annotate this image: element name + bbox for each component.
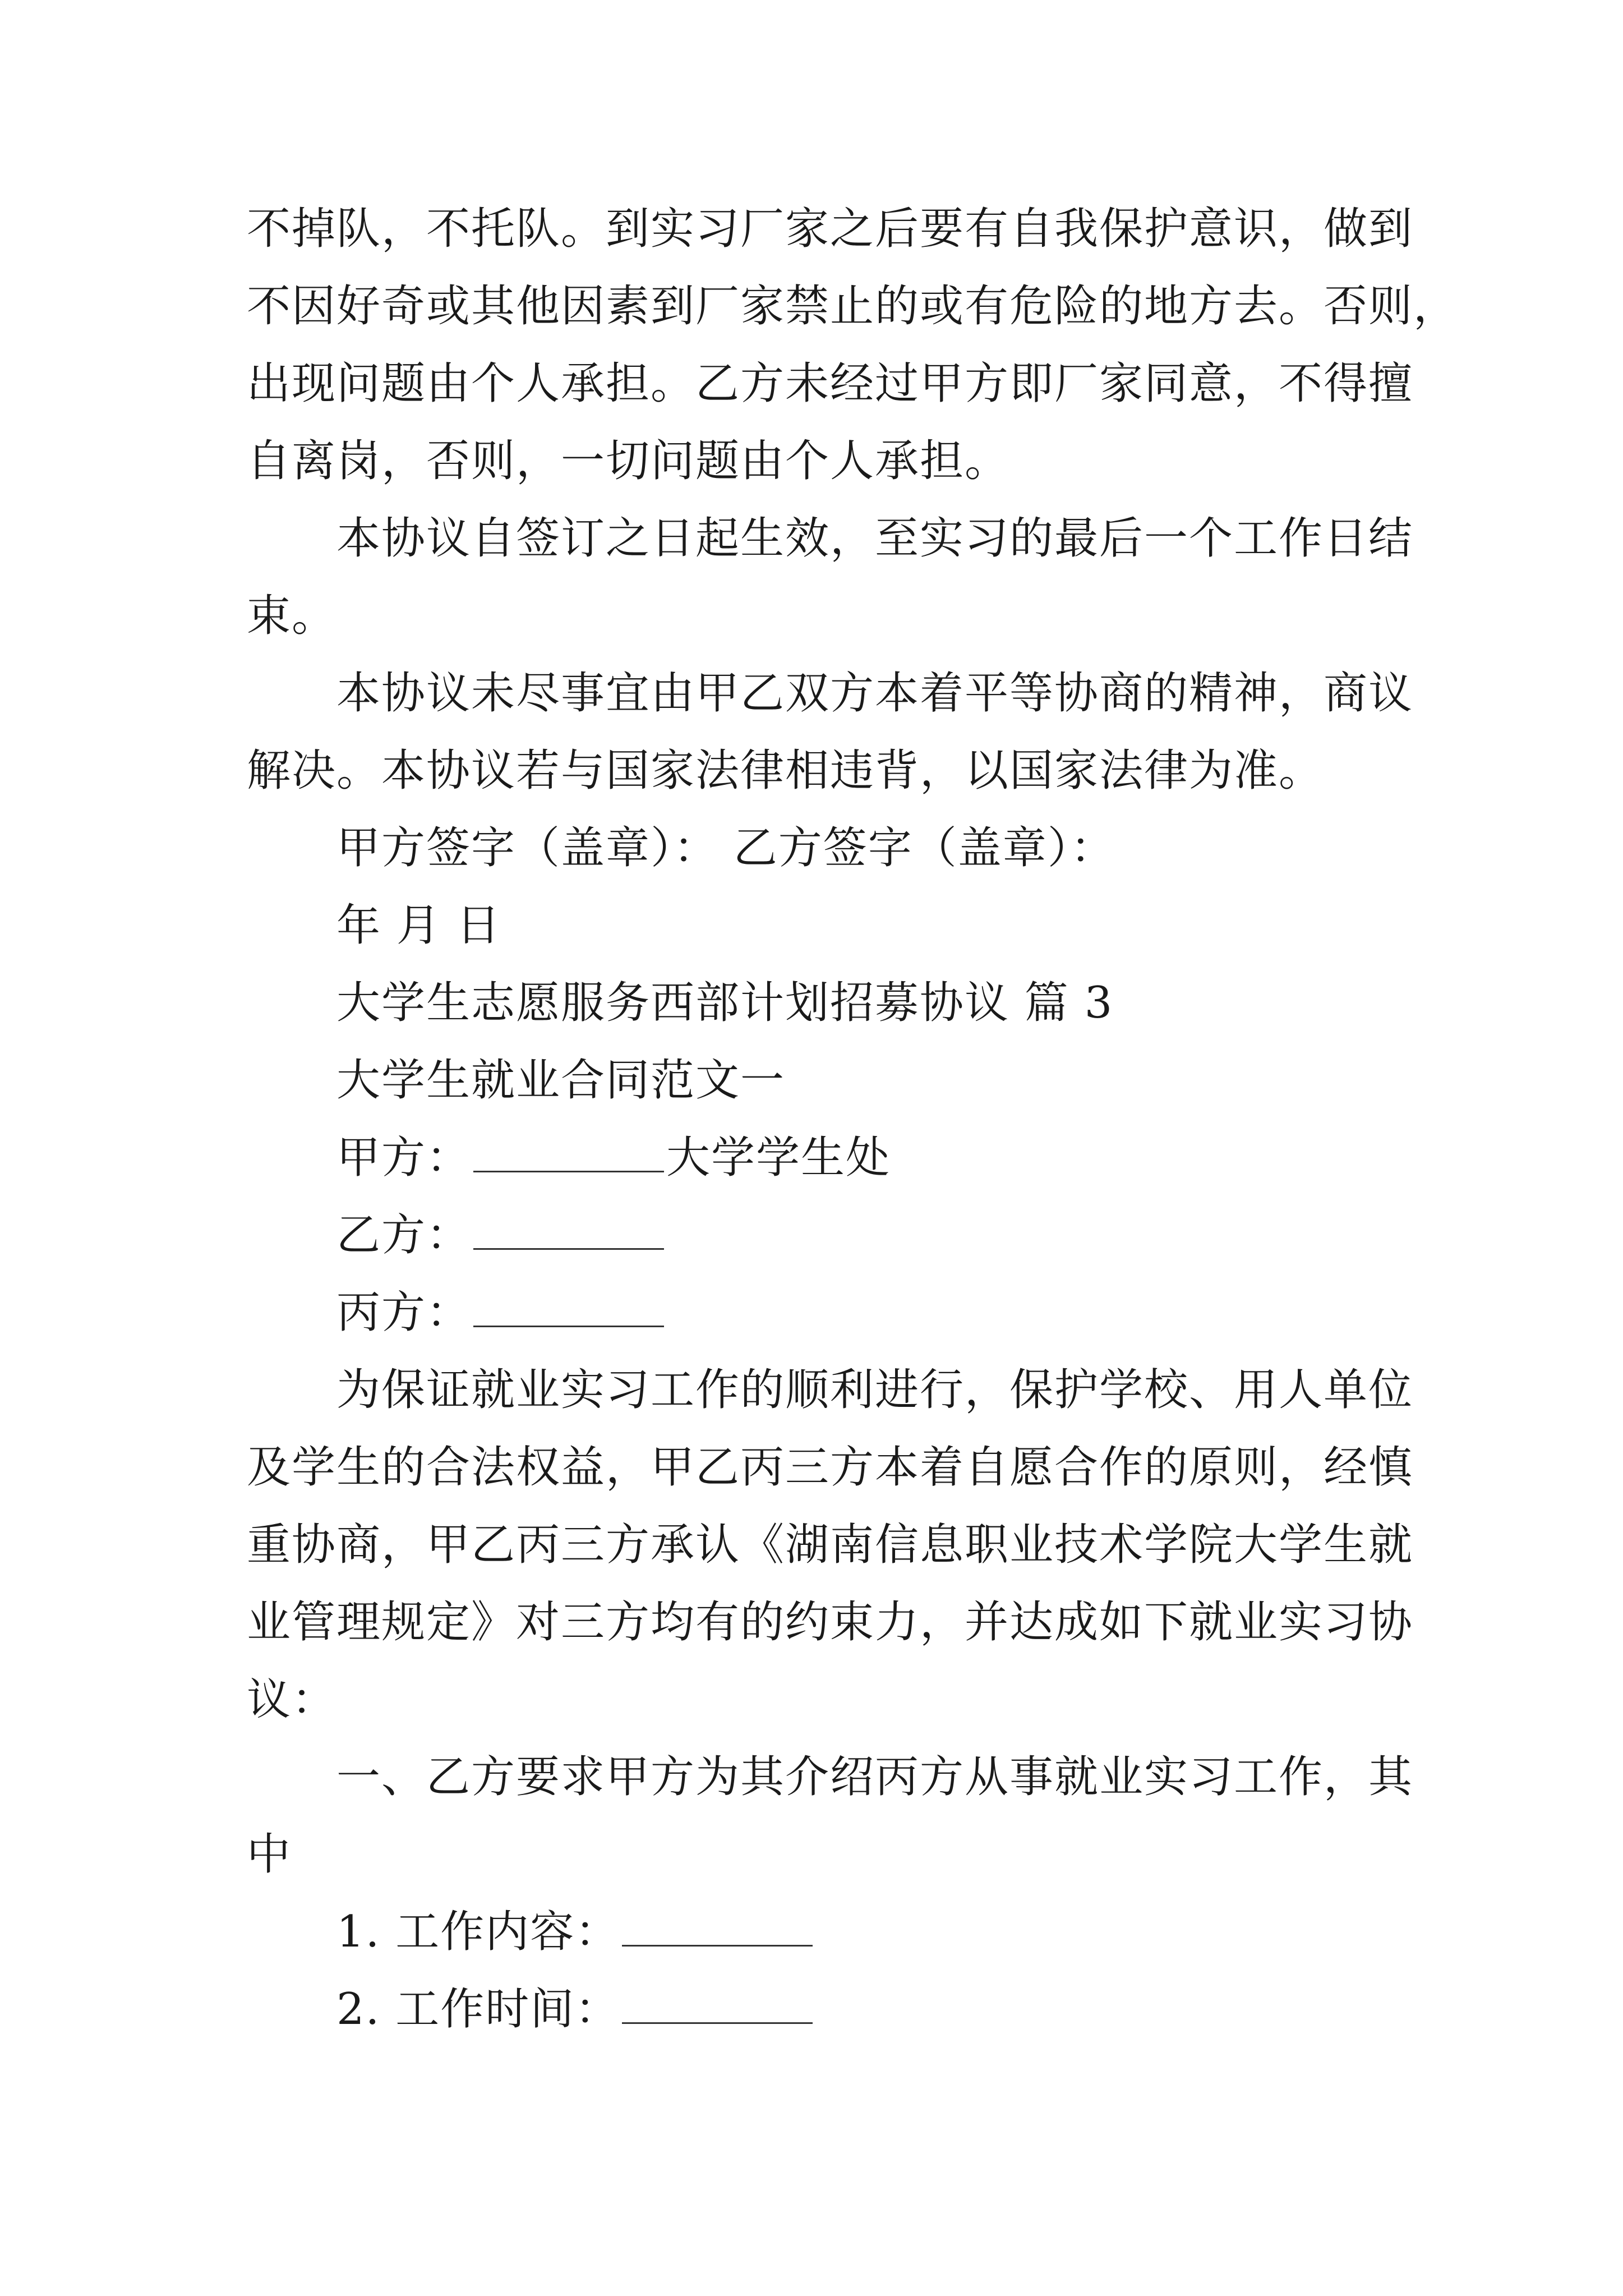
work-content-blank bbox=[622, 1906, 813, 1947]
work-time-label: 2. 工作时间： bbox=[336, 1984, 620, 2035]
paragraph-line: 为保证就业实习工作的顺利进行，保护学校、用人单位 bbox=[336, 1365, 1414, 1415]
paragraph-line: 重协商，甲乙丙三方承认《湖南信息职业技术学院大学生就 bbox=[247, 1520, 1414, 1570]
party-c-label: 丙方： bbox=[336, 1287, 472, 1338]
paragraph-line: 自离岗，否则，一切问题由个人承担。 bbox=[247, 436, 1010, 486]
work-time-blank bbox=[622, 1983, 813, 2024]
signature-line: 甲方签字（盖章）： 乙方签字（盖章）： bbox=[336, 823, 1115, 873]
paragraph-line: 本协议自签订之日起生效，至实习的最后一个工作日结 bbox=[336, 513, 1414, 564]
party-c-line bbox=[336, 1285, 666, 1341]
party-a-suffix: 大学学生处 bbox=[666, 1133, 891, 1183]
party-b-line bbox=[336, 1207, 666, 1263]
contract-title: 大学生就业合同范文一 bbox=[336, 1055, 786, 1106]
paragraph-line: 解决。本协议若与国家法律相违背，以国家法律为准。 bbox=[247, 746, 1324, 796]
party-c-blank bbox=[473, 1286, 664, 1327]
party-b-blank bbox=[473, 1209, 664, 1250]
paragraph-line: 业管理规定》对三方均有的约束力，并达成如下就业实习协 bbox=[247, 1597, 1414, 1648]
paragraph-line: 中 bbox=[247, 1829, 292, 1880]
paragraph-line: 不掉队，不托队。到实习厂家之后要有自我保护意识，做到 bbox=[247, 204, 1414, 254]
section-heading: 大学生志愿服务西部计划招募协议 篇 3 bbox=[336, 978, 1114, 1028]
paragraph-line: 出现问题由个人承担。乙方未经过甲方即厂家同意，不得擅 bbox=[247, 358, 1414, 409]
work-time-line bbox=[336, 1981, 815, 2037]
paragraph-line: 本协议未尽事宜由甲乙双方本着平等协商的精神，商议 bbox=[336, 668, 1414, 719]
party-a-label: 甲方： bbox=[336, 1133, 472, 1183]
paragraph-line: 一、乙方要求甲方为其介绍丙方从事就业实习工作，其 bbox=[336, 1752, 1414, 1802]
work-content-label: 1. 工作内容： bbox=[336, 1907, 620, 1957]
party-a-blank bbox=[473, 1131, 664, 1172]
date-line: 年 月 日 bbox=[336, 900, 501, 951]
paragraph-line: 及学生的合法权益，甲乙丙三方本着自愿合作的原则，经慎 bbox=[247, 1442, 1414, 1493]
paragraph-line: 束。 bbox=[247, 591, 337, 641]
paragraph-line: 议： bbox=[247, 1674, 337, 1725]
paragraph-line: 不因好奇或其他因素到厂家禁止的或有危险的地方去。否则， bbox=[247, 281, 1459, 332]
work-content-line bbox=[336, 1904, 815, 1960]
party-b-label: 乙方： bbox=[336, 1210, 472, 1260]
party-a-line bbox=[336, 1130, 891, 1186]
